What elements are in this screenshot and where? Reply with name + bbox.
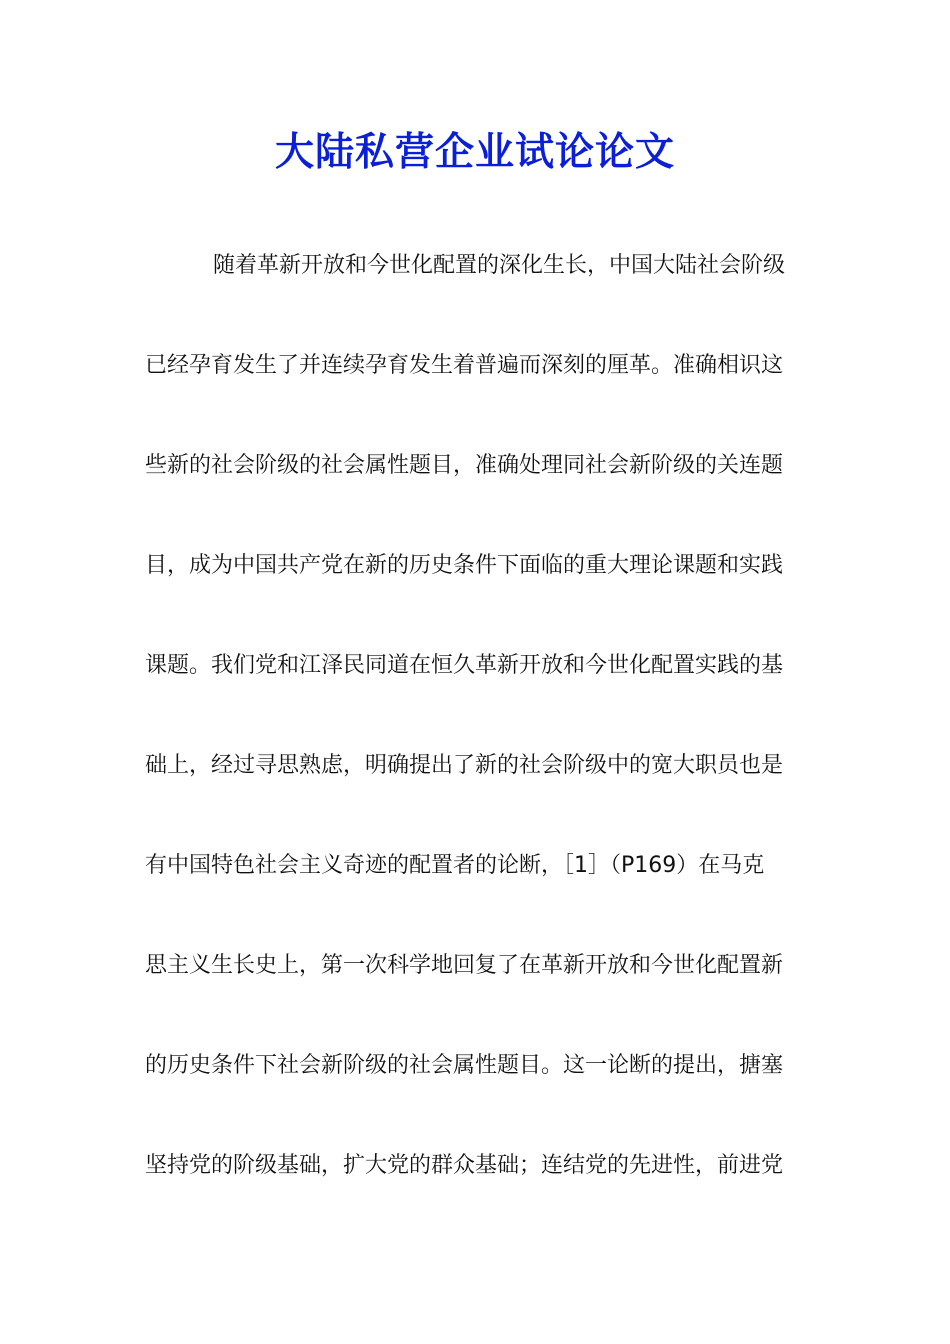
paragraph-line: 随着革新开放和今世化配置的深化生长，中国大陆社会阶级 (213, 253, 786, 278)
paragraph-line: 已经孕育发生了并连续孕育发生着普遍而深刻的厘革。准确相识这 (145, 353, 784, 378)
paragraph-line: 课题。我们党和江泽民同道在恒久革新开放和今世化配置实践的基 (145, 653, 784, 678)
paragraph-line: 的历史条件下社会新阶级的社会属性题目。这一论断的提出，搪塞 (145, 1053, 784, 1078)
paragraph-line: 些新的社会阶级的社会属性题目，准确处理同社会新阶级的关连题 (145, 453, 784, 478)
paragraph-line: 有中国特色社会主义奇迹的配置者的论断，［1］（P169）在马克 (145, 853, 765, 878)
document-title: 大陆私营企业试论论文 (274, 129, 675, 175)
paragraph-line: 思主义生长史上，第一次科学地回复了在革新开放和今世化配置新 (145, 953, 784, 978)
document-body (145, 216, 807, 1216)
paragraph-line: 目，成为中国共产党在新的历史条件下面临的重大理论课题和实践 (145, 553, 784, 578)
paragraph-line: 坚持党的阶级基础，扩大党的群众基础；连结党的先进性，前进党 (145, 1153, 784, 1178)
paragraph-line: 础上，经过寻思熟虑，明确提出了新的社会阶级中的宽大职员也是 (145, 753, 784, 778)
